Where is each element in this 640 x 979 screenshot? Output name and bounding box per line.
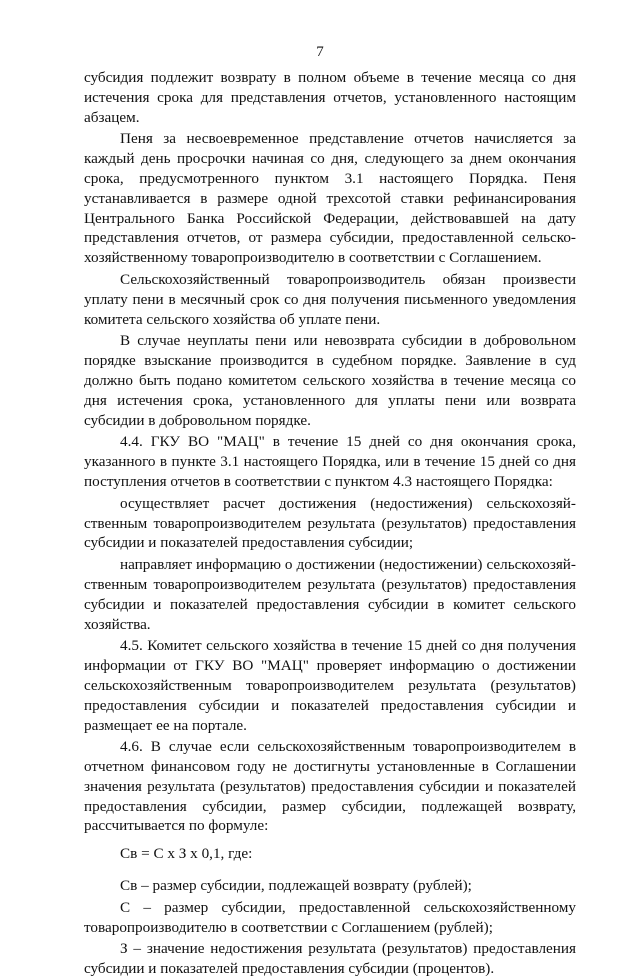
paragraph-4-4: 4.4. ГКУ ВО "МАЦ" в течение 15 дней со дня окончания срока, указанного в пункте 3.1 настоящего Порядка, или в течение 15 дней со дня поступления отчетов в соответствии с пунктом 4.3 настоящего Порядка: bbox=[84, 433, 576, 490]
paragraph-4-5: 4.5. Комитет сельского хозяйства в течение 15 дней со дня получения информации от ГКУ ВО "МАЦ" проверяет информацию о достижении сельскохозяйственным товаропроизводителем результата (результатов) предоставления субсидии и показателей предоставления субсидии и размещает ее на портале. bbox=[84, 637, 576, 734]
definition-z: З – значение недостижения результата (результатов) предоставления субсидии и показателей предоставления субсидии (процентов). bbox=[84, 940, 576, 978]
paragraph-penalty-payment: Сельскохозяйственный товаропроизводитель обязан произвести уплату пени в месячный срок со дня получения письменного уведомления комитета сельского хозяйства об уплате пени. bbox=[84, 270, 576, 328]
paragraph-continuation: субсидия подлежит возврату в полном объеме в течение месяца со дня истечения срока для представления отчетов, установленного настоящим абзацем. bbox=[84, 69, 576, 126]
definition-s: С – размер субсидии, предоставленной сельскохозяйственному товаропроизводителю в соответствии с Соглашением (рублей); bbox=[84, 898, 576, 936]
paragraph-4-6: 4.6. В случае если сельскохозяйственным товаропроизводителем в отчетном финансовом году не достигнуты установленные в Соглашении значения результата (результатов) предоставления субсидии и показателей предоставления субсидии, размер субсидии, подлежащей возврату, рассчитывается по формуле: bbox=[84, 738, 576, 835]
formula: Св = С х З х 0,1, где: bbox=[120, 845, 253, 863]
paragraph-court-recovery: В случае неуплаты пени или невозврата субсидии в добровольном порядке взыскание производится в судебном порядке. Заявление в суд должно быть подано комитетом сельского хозяйства в течение месяца со дня истечения срока, установленного для уплаты пени или возврата субсидии в добровольном порядке. bbox=[84, 332, 576, 429]
document-body bbox=[84, 68, 576, 979]
paragraph-4-4-calculation: осуществляет расчет достижения (недостижения) сельскохозяй-ственным товаропроизводителем результата (результатов) предоставления субсидии и показателей предоставления субсидии; bbox=[84, 494, 576, 552]
page-number: 7 bbox=[316, 44, 324, 60]
paragraph-4-4-information: направляет информацию о достижении (недостижении) сельскохозяй-ственным товаропроизводителем результата (результатов) предоставления субсидии и показателей предоставления субсидии в комитет сельского хозяйства. bbox=[84, 556, 576, 633]
definition-sv: Св – размер субсидии, подлежащей возврату (рублей); bbox=[120, 877, 472, 895]
paragraph-penalty: Пеня за несвоевременное представление отчетов начисляется за каждый день просрочки начиная со дня, следующего за днем окончания срока, предусмотренного пунктом 3.1 настоящего Порядка. Пеня устанавливается в размере одной трехсотой ставки рефинансирования Центрального Банка Российской Федерации, действовавшей на дату представления отчетов, от размера субсидии, предоставленной сельско-хозяйственному товаропроизводителю в соответствии с Соглашением. bbox=[84, 130, 576, 267]
